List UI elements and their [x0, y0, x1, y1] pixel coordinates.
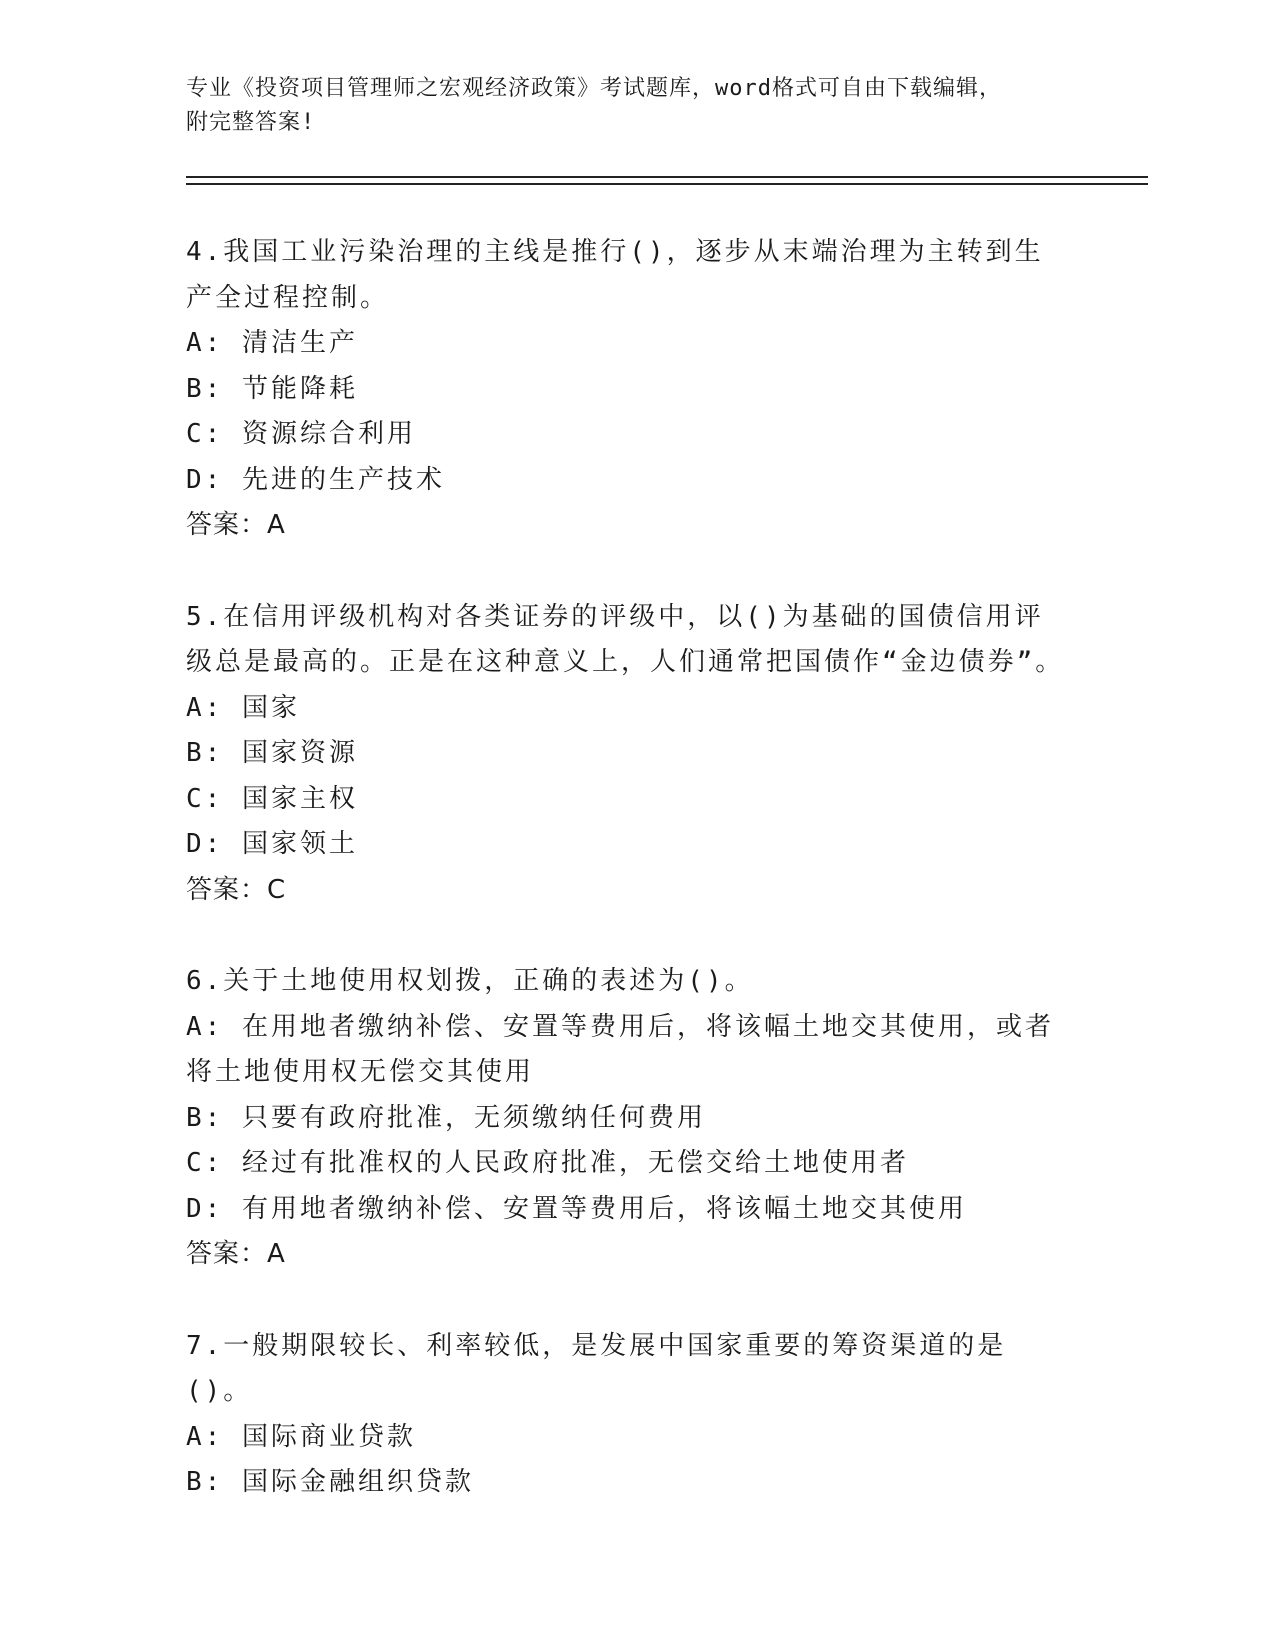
- header-divider-top: [186, 176, 1148, 178]
- option-c: C: 国家主权: [186, 783, 358, 814]
- document-header: [186, 72, 1146, 140]
- option-a: A: 国家: [186, 692, 300, 723]
- answer: 答案：C: [186, 874, 287, 905]
- option-b: B: 国家资源: [186, 738, 358, 768]
- option-c: C: 资源综合利用: [186, 419, 416, 449]
- option-d: D: 先进的生产技术: [186, 464, 445, 495]
- question-list: [186, 230, 1066, 1552]
- question-6: [186, 959, 1066, 1278]
- answer: 答案：A: [186, 510, 286, 540]
- header-divider-bottom: [186, 183, 1148, 185]
- option-d: D: 有用地者缴纳补偿、安置等费用后，将该幅土地交其使用: [186, 1193, 967, 1224]
- header-line-1: 专业《投资项目管理师之宏观经济政策》考试题库，word格式可自由下载编辑，: [186, 76, 1002, 101]
- option-a: A: 在用地者缴纳补偿、安置等费用后，将该幅土地交其使用，或者将土地使用权无偿交其使用: [186, 1011, 1054, 1087]
- answer: 答案：A: [186, 1239, 286, 1269]
- question-stem: 5.在信用评级机构对各类证券的评级中，以()为基础的国债信用评级总是最高的。正是在这种意义上，人们通常把国债作“金边债券”。: [186, 601, 1065, 677]
- question-7: [186, 1324, 1066, 1506]
- header-line-2: 附完整答案!: [186, 110, 316, 135]
- option-d: D: 国家领土: [186, 829, 358, 859]
- question-stem: 6.关于土地使用权划拨，正确的表述为()。: [186, 966, 754, 996]
- question-stem: 4.我国工业污染治理的主线是推行()，逐步从末端治理为主转到生产全过程控制。: [186, 237, 1044, 313]
- option-c: C: 经过有批准权的人民政府批准，无偿交给土地使用者: [186, 1148, 909, 1178]
- option-b: B: 只要有政府批准，无须缴纳任何费用: [186, 1102, 706, 1133]
- option-a: A: 国际商业贷款: [186, 1421, 416, 1452]
- option-b: B: 国际金融组织贷款: [186, 1467, 474, 1497]
- question-4: [186, 230, 1066, 549]
- question-5: [186, 595, 1066, 914]
- question-stem: 7.一般期限较长、利率较低，是发展中国家重要的筹资渠道的是()。: [186, 1330, 1007, 1406]
- option-a: A: 清洁生产: [186, 328, 358, 358]
- option-b: B: 节能降耗: [186, 373, 358, 404]
